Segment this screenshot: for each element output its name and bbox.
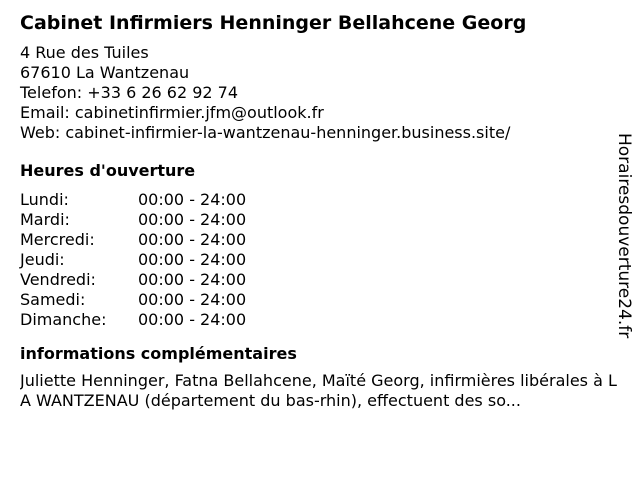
hours-row-vendredi [20, 270, 620, 290]
phone-line: Telefon: +33 6 26 62 92 74 [20, 83, 239, 102]
time-range: 00:00 - 24:00 [138, 190, 247, 209]
day-label: Vendredi: [20, 270, 96, 289]
business-card [20, 10, 620, 411]
email-line: Email: cabinetinfirmier.jfm@outlook.fr [20, 103, 324, 122]
time-range: 00:00 - 24:00 [138, 250, 247, 269]
hours-heading: Heures d'ouverture [20, 161, 196, 180]
hours-row-lundi [20, 190, 620, 210]
street-address: 4 Rue des Tuiles [20, 43, 149, 62]
day-label: Mercredi: [20, 230, 95, 249]
day-label: Mardi: [20, 210, 70, 229]
site-watermark: Horairesdouverture24.fr [614, 133, 634, 339]
info-description: Juliette Henninger, Fatna Bellahcene, Maïté Georg, infirmières libérales à LA WANTZENAU (département du bas-rhin), effectuent des so... [20, 371, 617, 410]
day-label: Samedi: [20, 290, 86, 309]
hours-row-jeudi [20, 250, 620, 270]
hours-row-samedi [20, 290, 620, 310]
day-label: Jeudi: [20, 250, 65, 269]
day-label: Lundi: [20, 190, 69, 209]
hours-row-mardi [20, 210, 620, 230]
day-label: Dimanche: [20, 310, 107, 329]
web-line: Web: cabinet-infirmier-la-wantzenau-henninger.business.site/ [20, 123, 511, 142]
business-name: Cabinet Infirmiers Henninger Bellahcene Georg [20, 12, 527, 34]
time-range: 00:00 - 24:00 [138, 230, 247, 249]
info-heading: informations complémentaires [20, 344, 297, 363]
hours-row-mercredi [20, 230, 620, 250]
time-range: 00:00 - 24:00 [138, 290, 247, 309]
city-address: 67610 La Wantzenau [20, 63, 190, 82]
contact-block [20, 43, 620, 143]
time-range: 00:00 - 24:00 [138, 210, 247, 229]
time-range: 00:00 - 24:00 [138, 270, 247, 289]
time-range: 00:00 - 24:00 [138, 310, 247, 329]
hours-row-dimanche [20, 310, 620, 330]
hours-table [20, 190, 620, 330]
